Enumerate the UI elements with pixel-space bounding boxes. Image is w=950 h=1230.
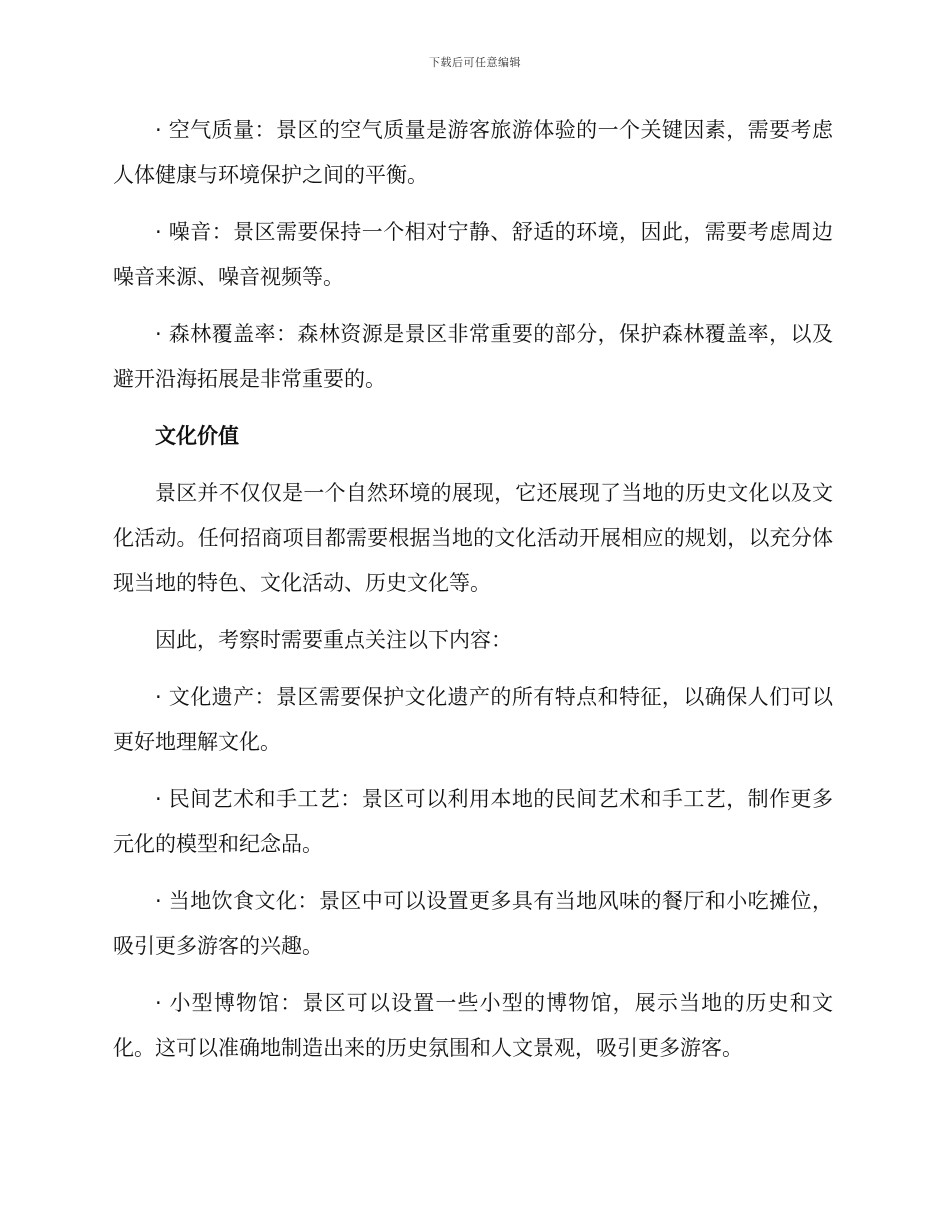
paragraph-culture-intro: 景区并不仅仅是一个自然环境的展现，它还展现了当地的历史文化以及文化活动。任何招商项目都需要根据当地的文化活动开展相应的规划，以充分体现当地的特色、文化活动、历史文化等。: [113, 481, 833, 595]
header-note: 下载后可任意编辑: [429, 56, 521, 69]
paragraph-small-museum: · 小型博物馆：景区可以设置一些小型的博物馆，展示当地的历史和文化。这可以准确地制造出来的历史氛围和人文景观，吸引更多游客。: [113, 991, 833, 1060]
paragraph-noise: · 噪音：景区需要保持一个相对宁静、舒适的环境，因此，需要考虑周边噪音来源、噪音视频等。: [113, 220, 833, 289]
document-body: [113, 108, 833, 1083]
paragraph-focus-points: 因此，考察时需要重点关注以下内容：: [155, 628, 512, 652]
paragraph-cultural-heritage: · 文化遗产：景区需要保护文化遗产的所有特点和特征，以确保人们可以更好地理解文化。: [113, 685, 833, 754]
paragraph-folk-art: · 民间艺术和手工艺：景区可以利用本地的民间艺术和手工艺，制作更多元化的模型和纪念品。: [113, 787, 833, 856]
paragraph-air-quality: · 空气质量：景区的空气质量是游客旅游体验的一个关键因素，需要考虑人体健康与环境保护之间的平衡。: [113, 118, 833, 187]
paragraph-local-food: · 当地饮食文化：景区中可以设置更多具有当地风味的餐厅和小吃摊位，吸引更多游客的兴趣。: [113, 889, 833, 958]
section-heading-culture: 文化价值: [155, 424, 239, 448]
paragraph-forest-coverage: · 森林覆盖率：森林资源是景区非常重要的部分，保护森林覆盖率，以及避开沿海拓展是非常重要的。: [113, 322, 833, 391]
